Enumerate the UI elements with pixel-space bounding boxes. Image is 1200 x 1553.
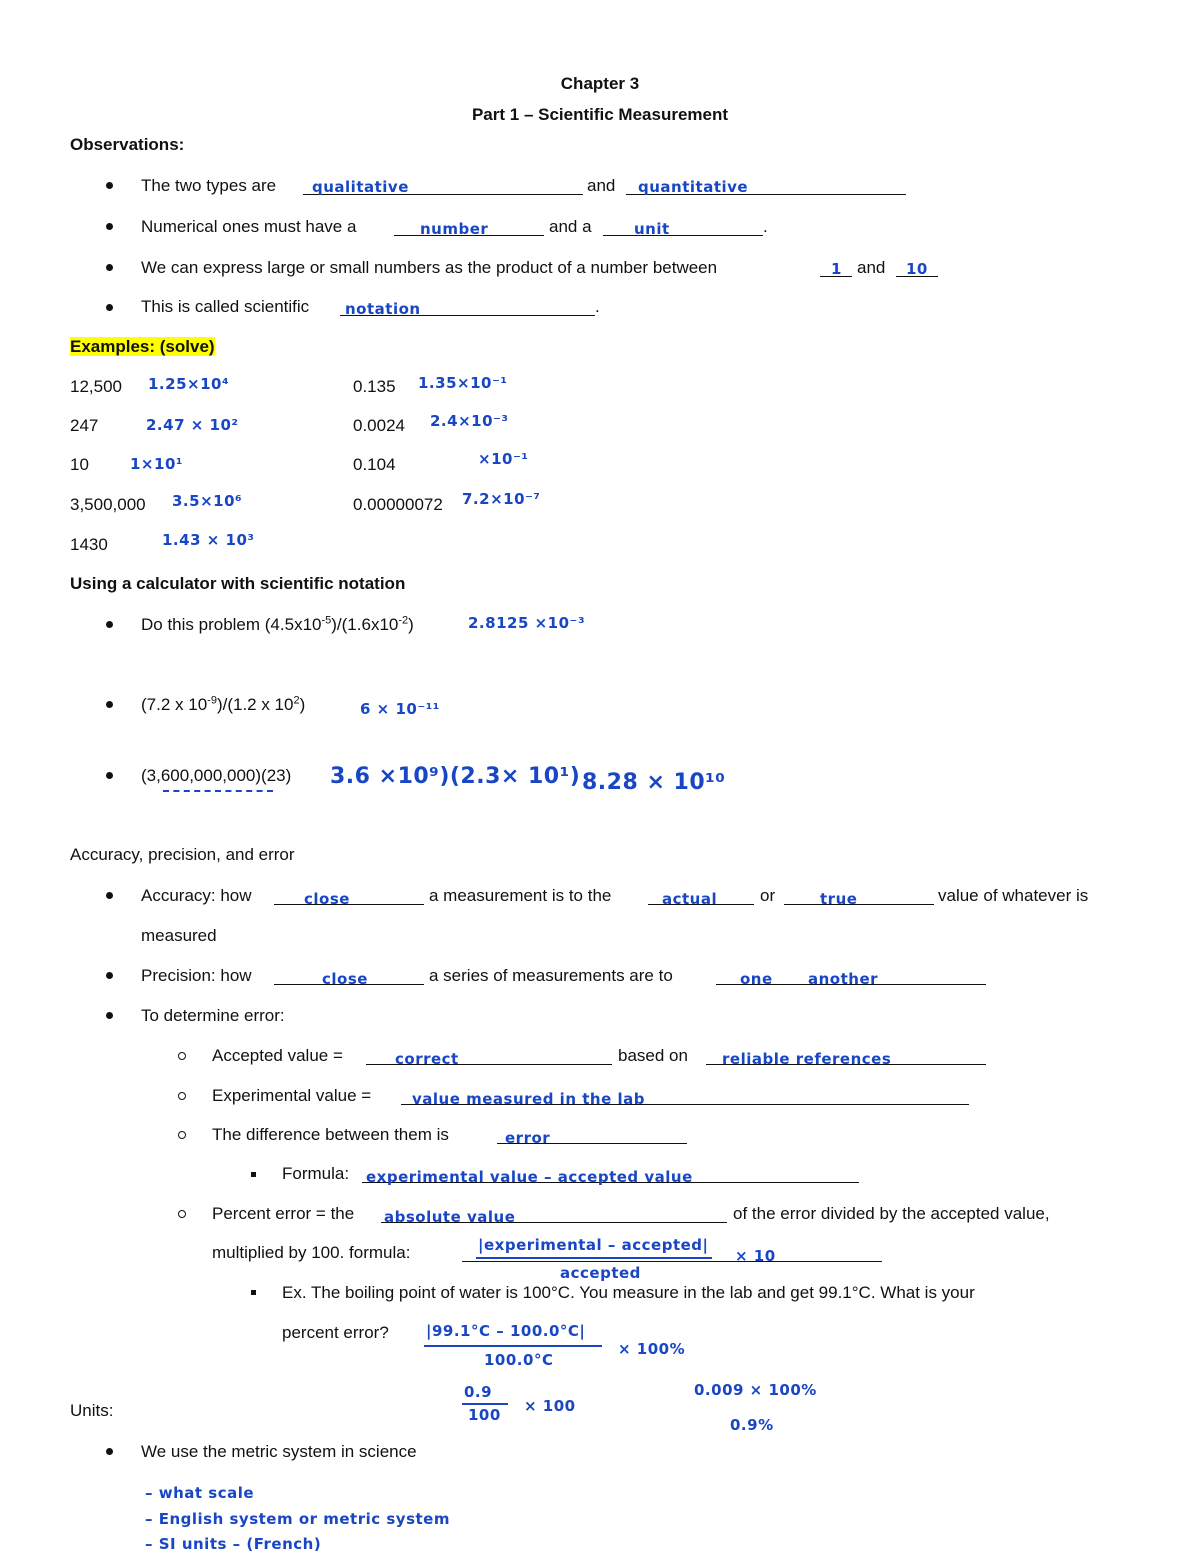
formula-numerator: |experimental – accepted|: [478, 1236, 709, 1254]
percent-formula-label: multiplied by 100. formula:: [212, 1243, 411, 1262]
example-a: 2.47 × 10²: [146, 416, 239, 434]
answer-close: close: [304, 890, 350, 908]
example-q: 1430: [70, 535, 108, 554]
formula-multiplier: × 10: [735, 1247, 776, 1265]
calc-work-3: 3.6 ×10⁹)(2.3× 10¹): [330, 764, 581, 789]
blank-line: [462, 1261, 882, 1262]
units-note: – SI units – (French): [145, 1535, 322, 1553]
calc-exponent: -5: [321, 614, 332, 627]
difference-label: The difference between them is: [212, 1125, 449, 1144]
period: .: [763, 217, 768, 236]
example-q: 0.0024: [353, 416, 405, 435]
ex-result-step: 0.009 × 100%: [694, 1381, 817, 1399]
examples-heading-highlight: Examples: (solve): [70, 337, 215, 356]
answer-true: true: [820, 890, 858, 908]
calc-text: )/(1.6x10: [331, 615, 399, 634]
example-q: 3,500,000: [70, 495, 146, 514]
example-a: 7.2×10⁻⁷: [462, 490, 541, 508]
example-problem: Ex. The boiling point of water is 100°C. You measure in the lab and get 99.1°C. What is your: [282, 1283, 975, 1302]
bullet: [106, 701, 113, 708]
answer-measured: value measured in the lab: [412, 1090, 645, 1108]
bullet: [106, 1448, 113, 1455]
precision-def: Precision: how: [141, 966, 252, 985]
answer-notation: notation: [345, 300, 421, 318]
answer-1: 1: [831, 260, 842, 278]
answer-formula: experimental value – accepted value: [366, 1168, 693, 1186]
calc-text: (7.2 x 10: [141, 695, 208, 714]
sub-bullet: [178, 1131, 186, 1139]
bullet: [106, 892, 113, 899]
sub-bullet: [178, 1210, 186, 1218]
bullet: [106, 1012, 113, 1019]
example-a: 1×10¹: [130, 455, 183, 473]
determine-error: To determine error:: [141, 1006, 285, 1025]
answer-number: number: [420, 220, 489, 238]
answer-absolute: absolute value: [384, 1208, 516, 1226]
bullet: [106, 182, 113, 189]
calc-exponent: -9: [207, 694, 217, 707]
obs-b3-text: We can express large or small numbers as the product of a number between: [141, 258, 718, 277]
answer-unit: unit: [634, 220, 670, 238]
ex-step-multiplier: × 100: [524, 1397, 576, 1415]
example-q: 0.00000072: [353, 495, 443, 514]
example-a: 1.25×10⁴: [148, 375, 230, 393]
square-bullet: [251, 1172, 256, 1177]
fraction-bar: [476, 1257, 712, 1259]
obs-b1-text: The two types are: [141, 176, 277, 195]
answer-one: one: [740, 970, 773, 988]
units-heading: Units:: [70, 1401, 114, 1420]
percent-error-label: Percent error = the: [212, 1204, 355, 1223]
calc-text: )/(1.2 x 10: [216, 695, 294, 714]
answer-correct: correct: [395, 1050, 459, 1068]
ex-result-final: 0.9%: [730, 1416, 774, 1434]
obs-b4-text: This is called scientific: [141, 297, 310, 316]
blank-line: [784, 904, 934, 905]
accuracy-text: value of whatever is: [938, 886, 1089, 905]
example-a: 3.5×10⁶: [172, 492, 243, 510]
ex-numerator: |99.1°C – 100.0°C|: [426, 1322, 586, 1340]
obs-b3-and: and: [857, 258, 886, 277]
bullet: [106, 972, 113, 979]
example-q: 0.135: [353, 377, 396, 396]
period: .: [595, 297, 600, 316]
experimental-value-label: Experimental value =: [212, 1086, 372, 1105]
calculator-heading: Using a calculator with scientific notation: [70, 574, 406, 593]
example-problem: percent error?: [282, 1323, 389, 1342]
ex-step-numerator: 0.9: [464, 1383, 493, 1401]
blank-line: [603, 235, 763, 236]
answer-qualitative: qualitative: [312, 178, 409, 196]
example-q: 12,500: [70, 377, 122, 396]
ex-multiplier: × 100%: [618, 1340, 686, 1358]
answer-another: another: [808, 970, 879, 988]
answer-actual: actual: [662, 890, 718, 908]
formula-label: Formula:: [282, 1164, 350, 1183]
example-a: ×10⁻¹: [478, 450, 529, 468]
precision-text: a series of measurements are to: [429, 966, 673, 985]
obs-b2-and: and a: [549, 217, 592, 236]
ex-denominator: 100.0°C: [484, 1351, 554, 1369]
calc-problem-3: (3,600,000,000)(23): [141, 766, 292, 785]
ex-step-denominator: 100: [468, 1406, 501, 1424]
accuracy-text: measured: [141, 926, 217, 945]
fraction-bar: [424, 1345, 602, 1347]
part-title: Part 1 – Scientific Measurement: [471, 105, 729, 124]
example-a: 1.43 × 10³: [162, 531, 255, 549]
chapter-title: Chapter 3: [560, 74, 640, 93]
units-note: – what scale: [145, 1484, 255, 1502]
bullet: [106, 223, 113, 230]
accuracy-def: Accuracy: how: [141, 886, 252, 905]
percent-error-text: of the error divided by the accepted value,: [733, 1204, 1050, 1223]
sub-bullet: [178, 1052, 186, 1060]
obs-b2-text: Numerical ones must have a: [141, 217, 357, 236]
example-a: 2.4×10⁻³: [430, 412, 509, 430]
observations-heading: Observations:: [70, 135, 185, 154]
calc-answer-3: 8.28 × 10¹⁰: [582, 770, 726, 795]
example-q: 247: [70, 416, 99, 435]
calc-answer-2: 6 × 10⁻¹¹: [360, 700, 440, 718]
units-metric: We use the metric system in science: [141, 1442, 417, 1461]
accepted-value-label: Accepted value =: [212, 1046, 343, 1065]
example-q: 10: [70, 455, 89, 474]
calc-exponent: -2: [398, 614, 409, 627]
bullet: [106, 264, 113, 271]
units-note: – English system or metric system: [145, 1510, 450, 1528]
calc-problem-2: [141, 695, 305, 715]
based-on: based on: [618, 1046, 688, 1065]
answer-references: reliable references: [722, 1050, 892, 1068]
underline-mark: [163, 790, 273, 792]
answer-10: 10: [906, 260, 928, 278]
accuracy-heading: Accuracy, precision, and error: [70, 845, 295, 864]
calc-text: ): [299, 695, 306, 714]
calc-text: Do this problem (4.5x10: [141, 615, 322, 634]
accuracy-text: a measurement is to the: [429, 886, 612, 905]
example-q: 0.104: [353, 455, 396, 474]
answer-quantitative: quantitative: [638, 178, 749, 196]
fraction-bar: [462, 1403, 508, 1405]
calc-exponent: 2: [293, 694, 300, 707]
answer-close: close: [322, 970, 368, 988]
obs-b1-and: and: [587, 176, 616, 195]
bullet: [106, 772, 113, 779]
formula-denominator: accepted: [560, 1264, 641, 1282]
square-bullet: [251, 1290, 256, 1295]
bullet: [106, 304, 113, 311]
calc-text: ): [408, 615, 414, 634]
bullet: [106, 621, 113, 628]
calc-answer-1: 2.8125 ×10⁻³: [468, 614, 586, 632]
answer-error: error: [505, 1129, 551, 1147]
example-a: 1.35×10⁻¹: [418, 374, 508, 392]
sub-bullet: [178, 1092, 186, 1100]
calc-problem-1: [141, 615, 414, 635]
examples-heading: [70, 337, 215, 357]
accuracy-or: or: [760, 886, 776, 905]
